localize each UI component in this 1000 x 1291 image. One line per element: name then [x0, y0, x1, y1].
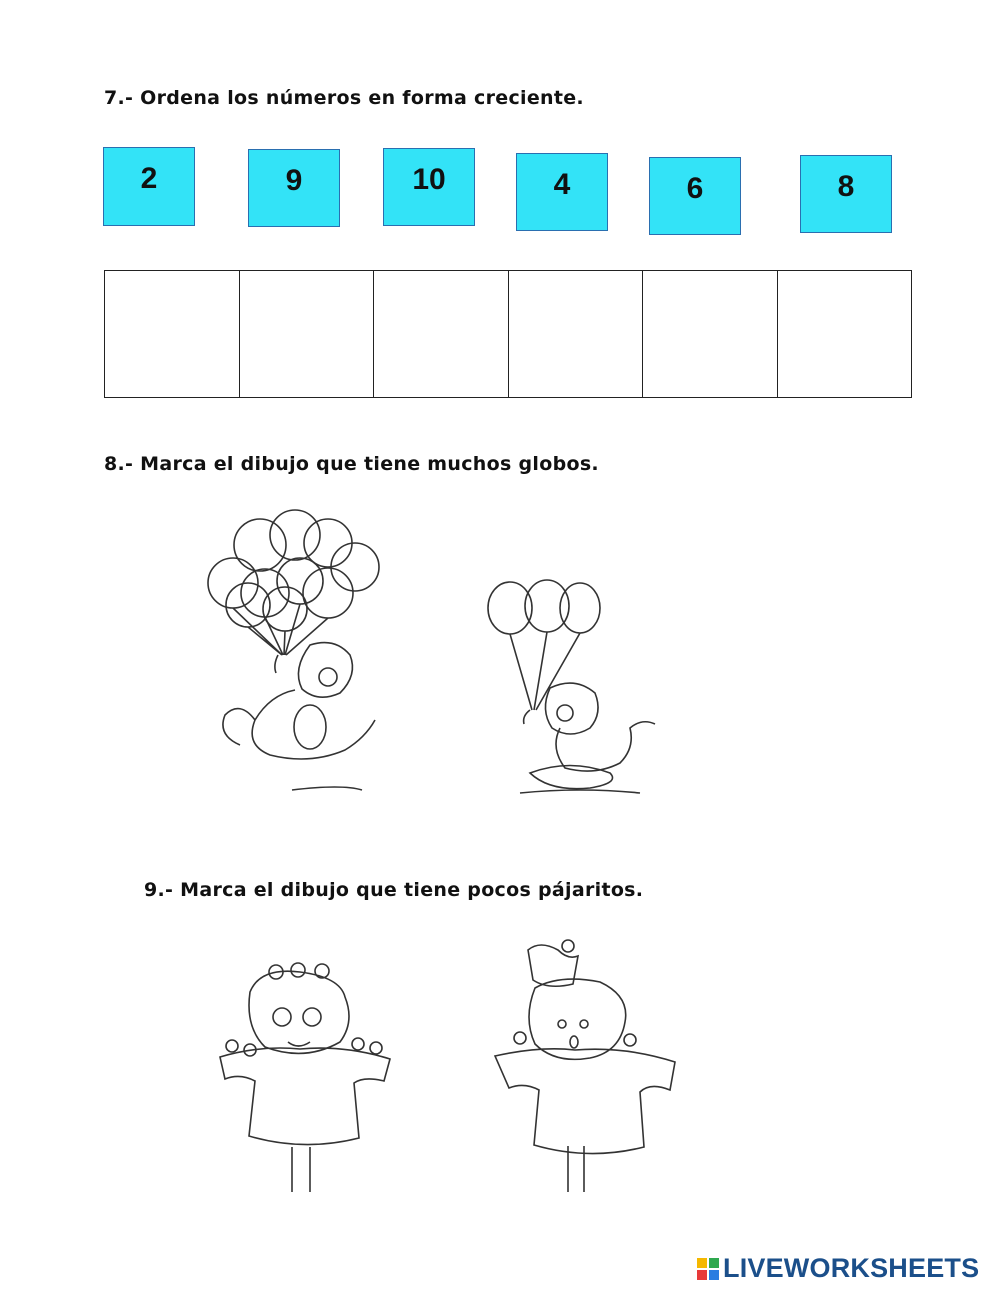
answer-slot[interactable] [778, 271, 912, 397]
answer-slot[interactable] [509, 271, 644, 397]
many-birds-scarecrow-drawing[interactable] [210, 962, 400, 1192]
answer-slot[interactable] [374, 271, 509, 397]
number-tile[interactable]: 10 [383, 148, 475, 226]
number-tile[interactable]: 4 [516, 153, 608, 231]
number-tile[interactable]: 9 [248, 149, 340, 227]
number-tile[interactable]: 6 [649, 157, 741, 235]
q8-title: 8.- Marca el dibujo que tiene muchos globos. [104, 453, 599, 475]
few-birds-scarecrow-drawing[interactable] [490, 938, 700, 1192]
answer-slot[interactable] [105, 271, 240, 397]
answer-slot[interactable] [240, 271, 375, 397]
number-tile[interactable]: 8 [800, 155, 892, 233]
answer-slot[interactable] [643, 271, 778, 397]
number-tile[interactable]: 2 [103, 147, 195, 226]
liveworksheets-logo-icon [697, 1258, 719, 1280]
many-balloons-drawing[interactable] [200, 505, 410, 800]
answer-grid [104, 270, 912, 398]
q7-title: 7.- Ordena los números en forma creciente. [104, 87, 584, 109]
brand-name: LIVEWORKSHEETS [723, 1253, 980, 1283]
few-balloons-drawing[interactable] [480, 578, 660, 800]
q9-title: 9.- Marca el dibujo que tiene pocos pájaritos. [144, 879, 644, 901]
liveworksheets-brand [697, 1253, 979, 1284]
